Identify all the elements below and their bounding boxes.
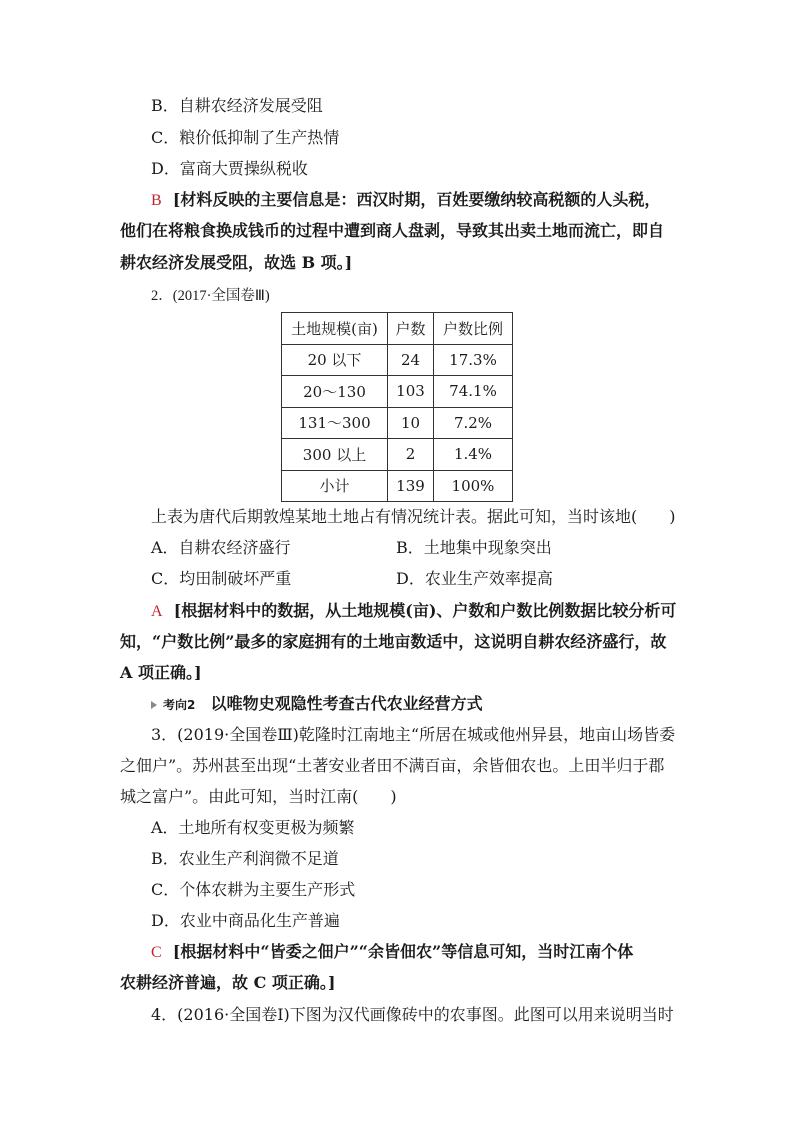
- q2-option-b: B．土地集中现象突出: [396, 538, 552, 557]
- q2-option-c: C．均田制破坏严重: [151, 569, 292, 588]
- q1-explanation-text-1: [材料反映的主要信息是：西汉时期，百姓要缴纳较高税额的人头税，: [172, 190, 661, 209]
- q2-stem: 上表为唐代后期敦煌某地土地占有情况统计表。据此可知，当时该地( ): [151, 507, 676, 526]
- table-row: [282, 376, 513, 408]
- section-tag: 考向2: [163, 698, 196, 712]
- table-cell: 139: [388, 470, 434, 502]
- q3-option-d: D．农业中商品化生产普遍: [151, 911, 340, 930]
- table-cell: 2: [388, 439, 434, 471]
- table-cell: 24: [388, 344, 434, 376]
- q3-stem-line-1: 3．(2019·全国卷Ⅲ)乾隆时江南地主“所居在城或他州异县，地亩山场皆委: [151, 725, 676, 744]
- land-statistics-table: [281, 312, 513, 502]
- table-header-row: [282, 313, 513, 345]
- table-cell: 103: [388, 376, 434, 408]
- q3-answer: C: [151, 944, 162, 961]
- q3-explanation-line-2: 农耕经济普遍，故 C 项正确。]: [120, 973, 336, 992]
- q3-option-b: B．农业生产利润微不足道: [151, 849, 339, 868]
- table-header: 土地规模(亩): [282, 313, 388, 345]
- table-row: [282, 470, 513, 502]
- table-cell: 17.3%: [434, 344, 513, 376]
- q3-stem-line-3: 城之富户”。由此可知，当时江南( ): [120, 787, 397, 806]
- q3-stem-line-2: 之佃户”。苏州甚至出现“土著安业者田不满百亩，余皆佃农也。上田半归于郡: [120, 756, 665, 775]
- table-cell: 20～130: [282, 376, 388, 408]
- table-header: 户数: [388, 313, 434, 345]
- q3-option-a: A．土地所有权变更极为频繁: [151, 818, 355, 837]
- table-cell: 74.1%: [434, 376, 513, 408]
- q2-explanation-line-3: A 项正确。]: [120, 663, 202, 682]
- q2-option-a: A．自耕农经济盛行: [151, 538, 291, 557]
- q2-explanation-line-1: [151, 600, 676, 623]
- table-cell: 1.4%: [434, 439, 513, 471]
- q1-option-c: C．粮价低抑制了生产热情: [151, 128, 340, 147]
- table-row: [282, 407, 513, 439]
- q2-source: 2．(2017·全国卷Ⅲ): [151, 288, 270, 304]
- q1-option-d: D．富商大贾操纵税收: [151, 159, 308, 178]
- q1-explanation-line-3: 耕农经济发展受阻，故选 B 项。]: [120, 253, 353, 272]
- q1-answer: B: [151, 192, 162, 209]
- q2-explanation-line-2: 知，“户数比例”最多的家庭拥有的土地亩数适中，这说明自耕农经济盛行，故: [120, 632, 667, 651]
- q2-answer: A: [151, 603, 163, 620]
- q1-explanation-line-1: [151, 189, 660, 212]
- section-title: 以唯物史观隐性考查古代农业经营方式: [210, 694, 483, 713]
- table-cell: 7.2%: [434, 407, 513, 439]
- q3-explanation-line-1: [151, 941, 633, 964]
- table-cell: 20 以下: [282, 344, 388, 376]
- table-cell: 300 以上: [282, 439, 388, 471]
- q4-stem: 4．(2016·全国卷Ⅰ)下图为汉代画像砖中的农事图。此图可以用来说明当时: [151, 1005, 674, 1024]
- q3-explanation-text-1: [根据材料中“皆委之佃户”“余皆佃农”等信息可知，当时江南个体: [172, 942, 634, 961]
- q1-explanation-line-2: 他们在将粮食换成钱币的过程中遭到商人盘剥，导致其出卖土地而流亡，即自: [120, 221, 665, 240]
- table-cell: 10: [388, 407, 434, 439]
- q1-option-b: B．自耕农经济发展受阻: [151, 96, 323, 115]
- table-cell: 131～300: [282, 407, 388, 439]
- q3-option-c: C．个体农耕为主要生产形式: [151, 880, 356, 899]
- q2-option-d: D．农业生产效率提高: [396, 569, 553, 588]
- table-cell: 小计: [282, 470, 388, 502]
- table-row: [282, 439, 513, 471]
- q2-explanation-text-1: [根据材料中的数据，从土地规模(亩)、户数和户数比例数据比较分析可: [173, 601, 677, 620]
- table-row: [282, 344, 513, 376]
- table-header: 户数比例: [434, 313, 513, 345]
- triangle-marker-icon: [151, 701, 157, 709]
- section-heading: [151, 693, 483, 716]
- table-cell: 100%: [434, 470, 513, 502]
